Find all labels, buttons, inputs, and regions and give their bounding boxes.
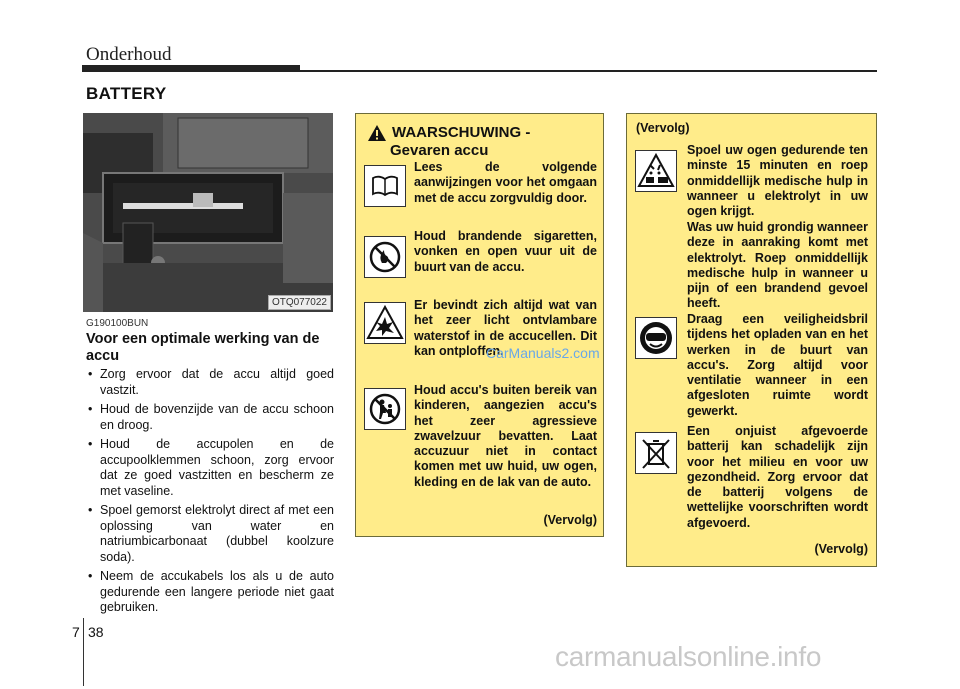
warning-text: Houd brandende sigaretten, vonken en open vuur uit de buurt van de accu. xyxy=(414,229,597,274)
warning-triangle-icon xyxy=(367,124,387,142)
safety-goggles-icon xyxy=(635,317,677,359)
keep-children-away-icon xyxy=(364,388,406,430)
bullet-list xyxy=(86,367,334,620)
list-item: • Houd de bovenzijde van de accu schoon en droog. xyxy=(86,402,334,433)
subheading: Voor een optimale werking van de accu xyxy=(86,331,320,364)
warning-text: Was uw huid grondig wanneer deze in aanraking komt met elektrolyt. Roep onmiddellijk medische hulp in wanneer u pijn of een brandend gevoel heeft. xyxy=(687,220,868,311)
warning-text: Een onjuist afgevoerde batterij kan schadelijk zijn voor het milieu en voor uw gezondheid. Zorg ervoor dat de batterij volgens de wettelijke voorschriften wordt afgevoerd. xyxy=(687,424,868,530)
battery-photo xyxy=(83,113,333,312)
page-title: BATTERY xyxy=(86,84,167,103)
continued-label: (Vervolg) xyxy=(814,542,868,556)
list-item: • Spoel gemorst elektrolyt direct af met een oplossing van water en natriumbicarbonaat (dubbel koolzure soda). xyxy=(86,503,334,565)
overlay-watermark: CarManuals2.com xyxy=(486,345,600,361)
corrosive-icon xyxy=(635,150,677,192)
warning-title-line2: Gevaren accu xyxy=(390,142,489,159)
engine-bay-image xyxy=(83,113,333,312)
warning-text: Er bevindt zich altijd wat van het zeer licht ontvlambare waterstof in de accucellen. Dit kan ontploffen. xyxy=(414,298,597,358)
no-trash-bin-icon xyxy=(635,432,677,474)
list-item: • Zorg ervoor dat de accu altijd goed vastzit. xyxy=(86,367,334,398)
footer-watermark: carmanualsonline.info xyxy=(555,641,822,672)
manual-icon xyxy=(364,165,406,207)
list-item: • Neem de accukabels los als u de auto gedurende een langere periode niet gaat gebruiken. xyxy=(86,569,334,616)
continued-heading: (Vervolg) xyxy=(636,121,690,135)
warning-title xyxy=(392,124,530,160)
header-rule xyxy=(300,70,877,72)
warning-text: Houd accu's buiten bereik van kinderen, aangezien accu's het zeer agressieve zwavelzuur bevatten. Laat accuzuur niet in contact komen met uw huid, uw ogen, kleding en de lak van de auto. xyxy=(414,383,597,489)
reference-code: G190100BUN xyxy=(86,318,149,329)
no-fire-icon xyxy=(364,236,406,278)
section-title: Onderhoud xyxy=(86,44,172,65)
header-bar xyxy=(82,65,300,72)
image-code: OTQ077022 xyxy=(268,295,331,310)
footer-divider xyxy=(83,618,84,686)
warning-text: Draag een veiligheidsbril tijdens het opladen van en het werken in de buurt van accu's. Zorg altijd voor ventilatie wanneer in een afgesloten ruimte wordt gewerkt. xyxy=(687,312,868,418)
page-number: 38 xyxy=(88,624,104,640)
explosion-icon xyxy=(364,302,406,344)
list-item: • Houd de accupolen en de accupoolklemmen schoon, zorg ervoor dat ze goed vastzitten en bescherm ze met vaseline. xyxy=(86,437,334,499)
warning-title-line1: WAARSCHUWING - xyxy=(392,124,531,141)
warning-text: Lees de volgende aanwijzingen voor het omgaan met de accu zorgvuldig door. xyxy=(414,160,597,205)
chapter-number: 7 xyxy=(72,624,80,640)
warning-text: Spoel uw ogen gedurende ten minste 15 minuten en roep onmiddellijk medische hulp in wanneer u elektrolyt in uw ogen krijgt. xyxy=(687,143,868,219)
continued-label: (Vervolg) xyxy=(543,513,597,527)
